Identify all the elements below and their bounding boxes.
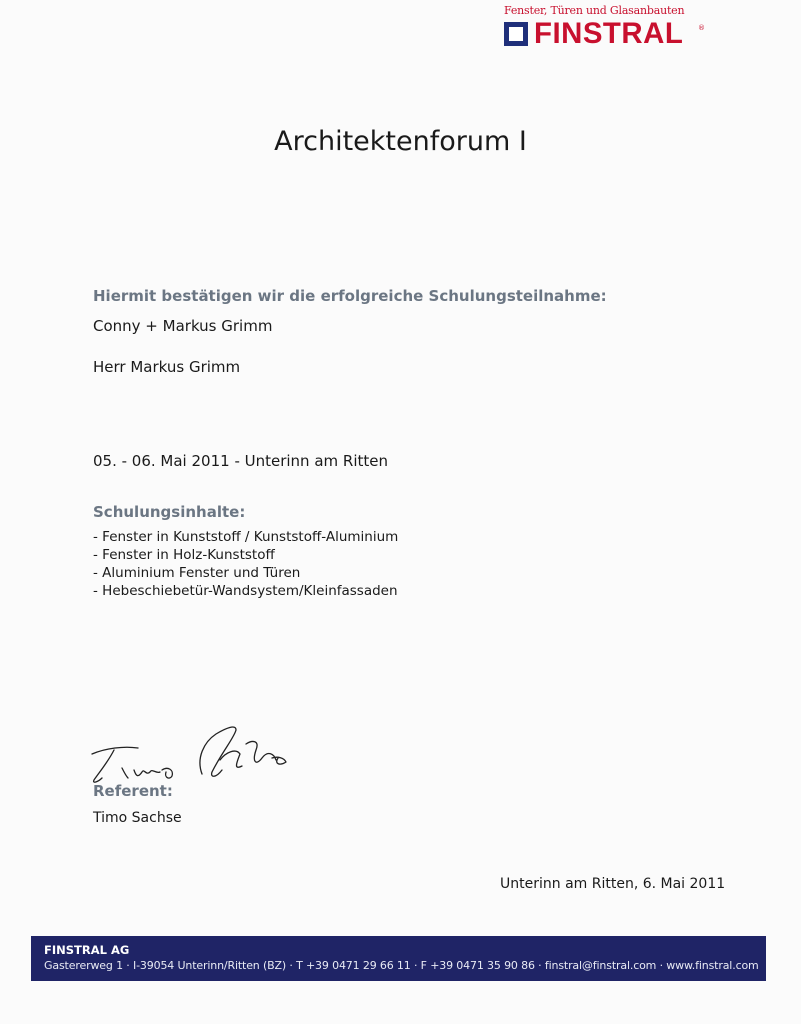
participant-names: Conny + Markus Grimm — [93, 317, 273, 335]
participant-salutation: Herr Markus Grimm — [93, 358, 241, 376]
logo-brand: FINSTRAL — [534, 17, 684, 50]
event-date-location: 05. - 06. Mai 2011 - Unterinn am Ritten — [93, 452, 388, 470]
place-and-date: Unterinn am Ritten, 6. Mai 2011 — [500, 876, 726, 892]
footer-bar — [31, 936, 766, 981]
list-item: - Hebeschiebetür-Wandsystem/Kleinfassaden — [93, 583, 398, 599]
training-contents-list — [93, 528, 398, 600]
list-item: - Aluminium Fenster und Türen — [93, 565, 301, 581]
finstral-logo — [500, 4, 710, 54]
referent-name: Timo Sachse — [93, 810, 182, 826]
confirmation-text: Hiermit bestätigen wir die erfolgreiche Schulungsteilnahme: — [93, 287, 607, 305]
footer-company: FINSTRAL AG — [44, 943, 130, 957]
logo-square-icon — [504, 22, 528, 46]
training-contents-heading: Schulungsinhalte: — [93, 503, 246, 521]
list-item: - Fenster in Holz-Kunststoff — [93, 547, 275, 563]
referent-label: Referent: — [93, 782, 173, 800]
page-title: Architektenforum I — [274, 126, 527, 157]
logo-registered-mark: ® — [698, 24, 705, 32]
list-item: - Fenster in Kunststoff / Kunststoff-Aluminium — [93, 529, 399, 545]
footer-address: Gastererweg 1 · I-39054 Unterinn/Ritten (BZ) · T +39 0471 29 66 11 · F +39 0471 35 90 86 · finstral@finstral.com · www.finstral.com — [44, 959, 759, 972]
logo-tagline: Fenster, Türen und Glasanbauten — [504, 4, 685, 17]
